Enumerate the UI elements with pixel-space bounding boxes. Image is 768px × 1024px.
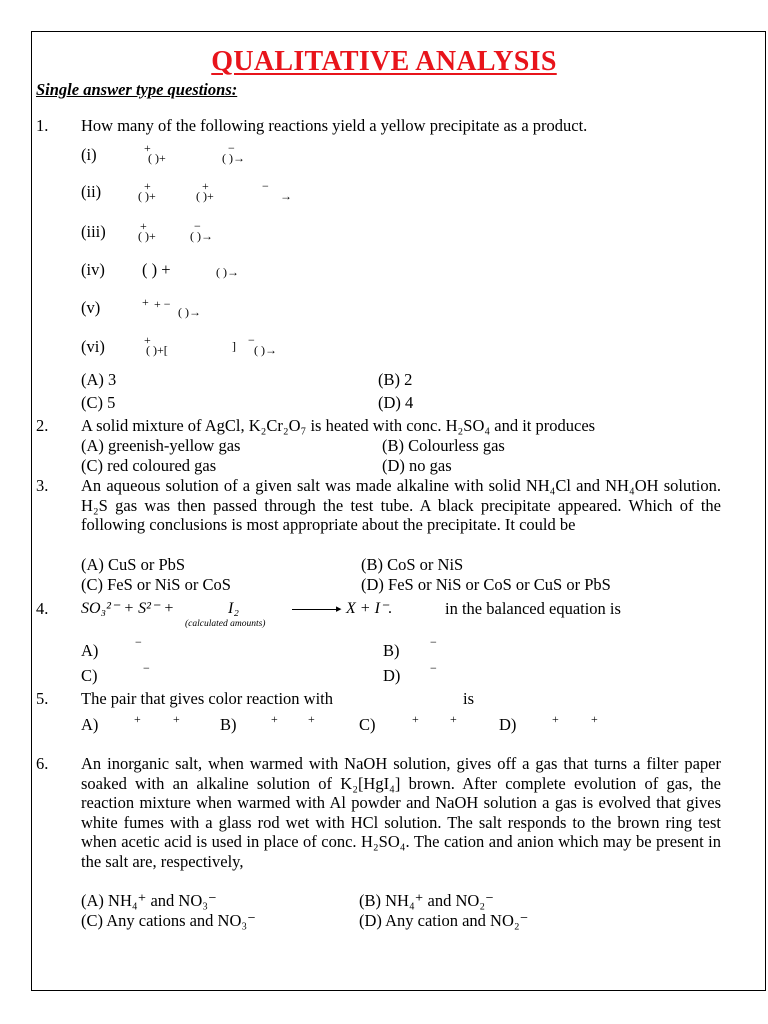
q4-option-a[interactable]: A): [81, 641, 99, 660]
q1-reaction-label: (iv): [81, 260, 105, 279]
q5-option-c[interactable]: C): [359, 715, 376, 734]
q3-option-b[interactable]: (B) CoS or NiS: [361, 555, 464, 574]
q4-tail-text: in the balanced equation is: [445, 599, 621, 618]
q1-reaction-fragment: ]: [232, 339, 236, 353]
q4-option-d[interactable]: D): [383, 666, 401, 685]
q4-reaction-arrow: [292, 609, 340, 610]
q1-reaction-fragment: →: [280, 189, 292, 203]
q4-arrow-head: ▸: [336, 603, 342, 615]
q3-option-a[interactable]: (A) CuS or PbS: [81, 555, 186, 574]
q4-equation-rhs: X + I⁻.: [346, 600, 393, 617]
q1-number: 1.: [36, 116, 49, 135]
q1-reaction-fragment: −: [248, 333, 255, 347]
q5-tail-text: is: [463, 689, 475, 708]
q1-reaction-fragment: ( )+[: [146, 343, 168, 357]
q1-option-c[interactable]: (C) 5: [81, 393, 116, 412]
q4-equation-lhs: SO₃²⁻ + S²⁻ +: [81, 600, 175, 617]
q1-reaction-fragment: +: [144, 179, 151, 193]
q3-number: 3.: [36, 476, 49, 495]
q6-option-b[interactable]: (B) NH₄⁺ and NO₂⁻: [359, 891, 494, 910]
q1-reaction-fragment: −: [194, 219, 201, 233]
q5-option-mark: +: [173, 712, 180, 726]
q1-reaction-fragment: + −: [154, 297, 171, 311]
q1-option-a[interactable]: (A) 3: [81, 370, 117, 389]
q2-option-b[interactable]: (B) Colourless gas: [382, 436, 505, 455]
q5-option-mark: +: [552, 712, 559, 726]
q4-option-b[interactable]: B): [383, 641, 400, 660]
q5-option-mark: +: [134, 712, 141, 726]
q5-option-a[interactable]: A): [81, 715, 99, 734]
page-title: QUALITATIVE ANALYSIS: [211, 46, 557, 77]
q2-option-c[interactable]: (C) red coloured gas: [81, 456, 217, 475]
q3-text: An aqueous solution of a given salt was made alkaline with solid NH₄Cl and NH₄OH solution. H₂S gas was then passed through the test tube. A black precipitate appeared. Which of the following conclusions is most appropriate about the precipitate. It could be: [81, 476, 721, 535]
q2-option-a[interactable]: (A) greenish-yellow gas: [81, 436, 241, 455]
q5-option-mark: +: [271, 712, 278, 726]
q1-reaction-fragment: ( )→: [190, 229, 213, 243]
q1-reaction-fragment: +: [142, 295, 149, 309]
q1-reaction-fragment: ( )→: [178, 305, 201, 319]
q1-reaction-fragment: −: [228, 141, 235, 155]
q1-reaction-label: (ii): [81, 182, 102, 201]
q5-option-mark: +: [308, 712, 315, 726]
q5-option-mark: +: [412, 712, 419, 726]
q4-option-mark: −: [143, 661, 150, 675]
q5-option-mark: +: [450, 712, 457, 726]
q1-reaction-fragment: +: [202, 179, 209, 193]
q1-reaction-fragment: −: [262, 179, 269, 193]
q4-number: 4.: [36, 599, 49, 618]
q1-reaction-fragment: +: [144, 141, 151, 155]
q1-reaction-fragment: ( )→: [222, 151, 245, 165]
q1-reaction-fragment: +: [140, 219, 147, 233]
q3-option-d[interactable]: (D) FeS or NiS or CoS or CuS or PbS: [361, 575, 611, 594]
q5-text: The pair that gives color reaction with: [81, 689, 333, 708]
q5-option-d[interactable]: D): [499, 715, 517, 734]
q1-reaction-label: (i): [81, 145, 97, 164]
q6-option-d[interactable]: (D) Any cation and NO₂⁻: [359, 911, 529, 930]
q4-option-mark: −: [430, 635, 437, 649]
q5-option-mark: +: [591, 712, 598, 726]
q1-reaction-fragment: ( )→: [254, 343, 277, 357]
q1-reaction-label: (vi): [81, 337, 105, 356]
q6-option-c[interactable]: (C) Any cations and NO₃⁻: [81, 911, 256, 930]
q4-reagent: I₂: [228, 600, 239, 617]
q1-option-b[interactable]: (B) 2: [378, 370, 413, 389]
section-subtitle: Single answer type questions:: [36, 80, 238, 99]
q1-reaction-label: (iii): [81, 222, 106, 241]
q1-reaction-fragment: ( )→: [216, 265, 239, 279]
q6-option-a[interactable]: (A) NH₄⁺ and NO₃⁻: [81, 891, 217, 910]
q4-option-c[interactable]: C): [81, 666, 98, 685]
q1-reaction-fragment: ( )+: [138, 229, 156, 243]
q1-reaction-fragment: ( )+: [148, 151, 166, 165]
q4-option-mark: −: [430, 661, 437, 675]
q5-option-b[interactable]: B): [220, 715, 237, 734]
q1-reaction-fragment: ( )+: [138, 189, 156, 203]
q1-option-d[interactable]: (D) 4: [378, 393, 414, 412]
q1-text: How many of the following reactions yield a yellow precipitate as a product.: [81, 116, 588, 135]
q4-reagent-note: (calculated amounts): [185, 619, 266, 629]
q2-option-d[interactable]: (D) no gas: [382, 456, 452, 475]
q2-number: 2.: [36, 416, 49, 435]
q1-reaction-fragment: ( )+: [196, 189, 214, 203]
q4-option-mark: −: [135, 635, 142, 649]
q6-text: An inorganic salt, when warmed with NaOH solution, gives off a gas that turns a filter paper soaked with an alkaline solution of K₂[HgI₄] brown. After complete evolution of gas, the reaction mixture when warmed with Al powder and NaOH solution a gas is evolved that gives white fumes with a glass rod wet with HCl solution. The salt responds to the brown ring test when acetic acid is used in place of conc. H₂SO₄. The cation and anion which may be present in the salt are, respectively,: [81, 754, 721, 871]
q1-reaction-fragment: +: [144, 333, 151, 347]
q1-reaction-label: (v): [81, 298, 101, 317]
q6-number: 6.: [36, 754, 49, 773]
q1-reaction-fragment: ( ) +: [142, 260, 171, 279]
q3-option-c[interactable]: (C) FeS or NiS or CoS: [81, 575, 231, 594]
q5-number: 5.: [36, 689, 49, 708]
q2-text: A solid mixture of AgCl, K₂Cr₂O₇ is heated with conc. H₂SO₄ and it produces: [81, 416, 596, 435]
